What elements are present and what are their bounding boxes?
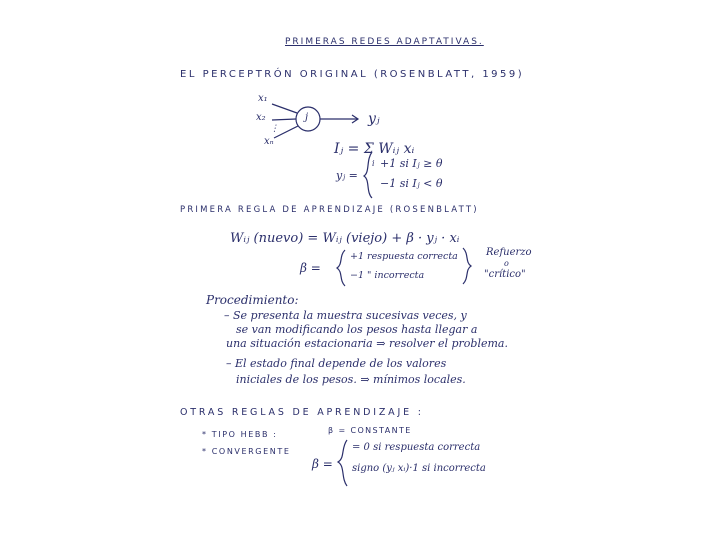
other-rules-heading: OTRAS REGLAS DE APRENDIZAJE : — [180, 407, 424, 418]
sum-index: i — [372, 159, 375, 168]
procedure-line: se van modificando los pesos hasta llegar a — [236, 323, 478, 336]
input-x2: x₂ — [256, 112, 266, 123]
beta-note-critico: "crítico" — [484, 269, 526, 280]
beta-note-refuerzo: Refuerzo — [486, 247, 532, 258]
procedure-line: una situación estacionaria ⇒ resolver el problema. — [226, 337, 508, 350]
input-x1: x₁ — [258, 93, 268, 104]
beta-note-o: o — [504, 259, 509, 268]
output-case-positive: +1 si Iⱼ ≥ θ — [380, 157, 443, 170]
output-label: yⱼ — [368, 111, 380, 127]
output-case-negative: −1 si Iⱼ < θ — [380, 177, 443, 190]
convergent-lhs: β = — [312, 457, 333, 471]
beta-case-incorrect: −1 " incorrecta — [350, 270, 425, 281]
rule-equation: Wᵢⱼ (nuevo) = Wᵢⱼ (viejo) + β · yⱼ · xᵢ — [230, 231, 460, 246]
note-brace-icon — [463, 248, 471, 284]
input-line-1 — [272, 104, 297, 113]
input-dots: ⋮ — [270, 124, 279, 134]
beta-case-correct: +1 respuesta correcta — [350, 251, 458, 262]
conv-brace-icon — [338, 440, 347, 486]
perceptron-heading: EL PERCEPTRÓN ORIGINAL (ROSENBLATT, 1959) — [180, 69, 525, 80]
hebb-rule: β = CONSTANTE — [328, 426, 412, 435]
convergent-case-incorrect: signo (yⱼ xᵢ)·1 si incorrecta — [352, 463, 486, 474]
node-label: j — [305, 112, 309, 123]
convergent-case-correct: = 0 si respuesta correcta — [352, 442, 481, 453]
beta-brace-icon — [337, 250, 345, 286]
hebb-label: * TIPO HEBB : — [202, 430, 278, 439]
procedure-line: iniciales de los pesos. ⇒ mínimos locales. — [236, 373, 466, 386]
cases-brace-icon — [364, 152, 372, 198]
procedure-line: – Se presenta la muestra sucesivas veces, y — [224, 309, 467, 322]
output-cases-lhs: yⱼ = — [336, 169, 358, 182]
procedure-line: – El estado final depende de los valores — [226, 357, 447, 370]
convergent-label: * CONVERGENTE — [202, 447, 291, 456]
input-xn: xₙ — [264, 136, 274, 147]
sum-equation: Iⱼ = Σ Wᵢⱼ xᵢ — [334, 141, 415, 157]
beta-lhs: β = — [300, 261, 321, 275]
input-line-2 — [272, 119, 296, 120]
rule-heading: PRIMERA REGLA DE APRENDIZAJE (ROSENBLATT) — [180, 205, 479, 215]
procedure-heading: Procedimiento: — [206, 293, 299, 307]
page-title: PRIMERAS REDES ADAPTATIVAS. — [285, 37, 484, 47]
